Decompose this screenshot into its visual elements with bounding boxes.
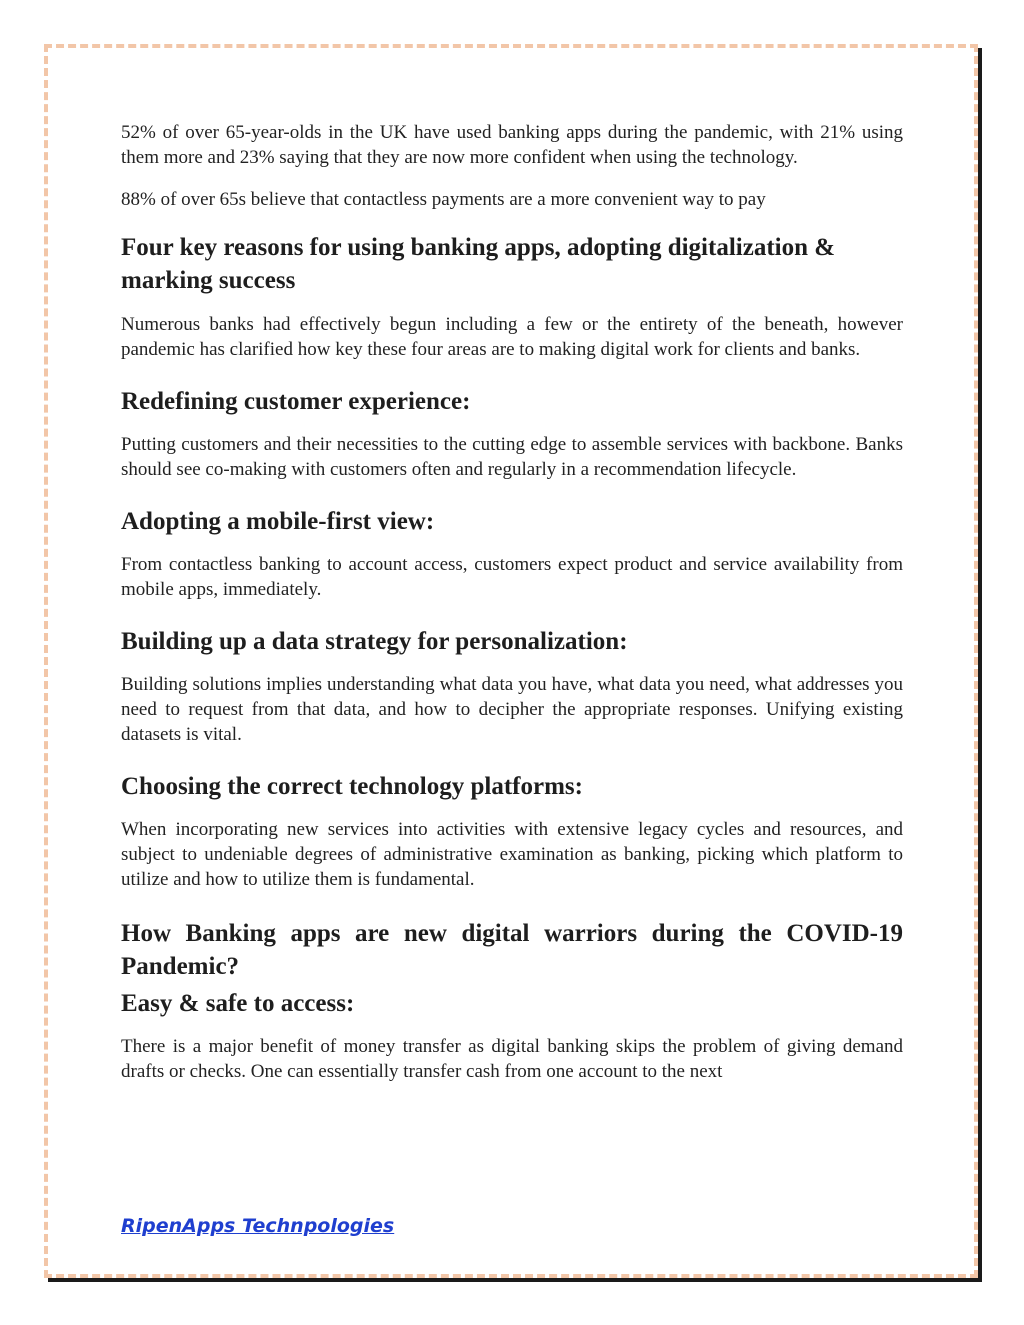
section-body-data-strategy: Building solutions implies understanding what data you have, what data you need, what addresses you need to request from that data, and how to decipher the appropriate responses. Unifying existing datasets is vital.: [121, 674, 903, 745]
covid-heading: How Banking apps are new digital warriors during the COVID-19 Pandemic?: [121, 920, 903, 980]
covid-subheading: Easy & safe to access:: [121, 990, 355, 1017]
border-shadow-bottom: [48, 1278, 982, 1282]
section-heading-key-reasons: Four key reasons for using banking apps, adopting digitalization & marking success: [121, 234, 836, 294]
border-shadow-right: [978, 48, 982, 1282]
document-body: [121, 120, 903, 1084]
intro-paragraph-1: 52% of over 65-year-olds in the UK have used banking apps during the pandemic, with 21% using them more and 23% saying that they are now more confident when using the technology.: [121, 122, 903, 168]
section-heading-data-strategy: Building up a data strategy for personalization:: [121, 628, 628, 655]
section-heading-mobile-first: Adopting a mobile-first view:: [121, 508, 435, 535]
section-heading-technology-platforms: Choosing the correct technology platforms:: [121, 773, 583, 800]
intro-paragraph-2: 88% of over 65s believe that contactless payments are a more convenient way to pay: [121, 189, 766, 210]
section-body-customer-experience: Putting customers and their necessities to the cutting edge to assemble services with backbone. Banks should see co-making with customers often and regularly in a recommendation lifecycle.: [121, 434, 903, 480]
section-body-technology-platforms: When incorporating new services into activities with extensive legacy cycles and resources, and subject to undeniable degrees of administrative examination as banking, picking which platform to utilize and how to utilize them is fundamental.: [121, 819, 903, 890]
section-heading-customer-experience: Redefining customer experience:: [121, 388, 471, 415]
covid-body: There is a major benefit of money transfer as digital banking skips the problem of giving demand drafts or checks. One can essentially transfer cash from one account to the next: [121, 1036, 903, 1082]
footer-company-link[interactable]: RipenApps Technpologies: [121, 1215, 395, 1237]
section-body-mobile-first: From contactless banking to account access, customers expect product and service availability from mobile apps, immediately.: [121, 554, 903, 600]
section-body-key-reasons: Numerous banks had effectively begun including a few or the entirety of the beneath, however pandemic has clarified how key these four areas are to making digital work for clients and banks.: [121, 314, 903, 360]
